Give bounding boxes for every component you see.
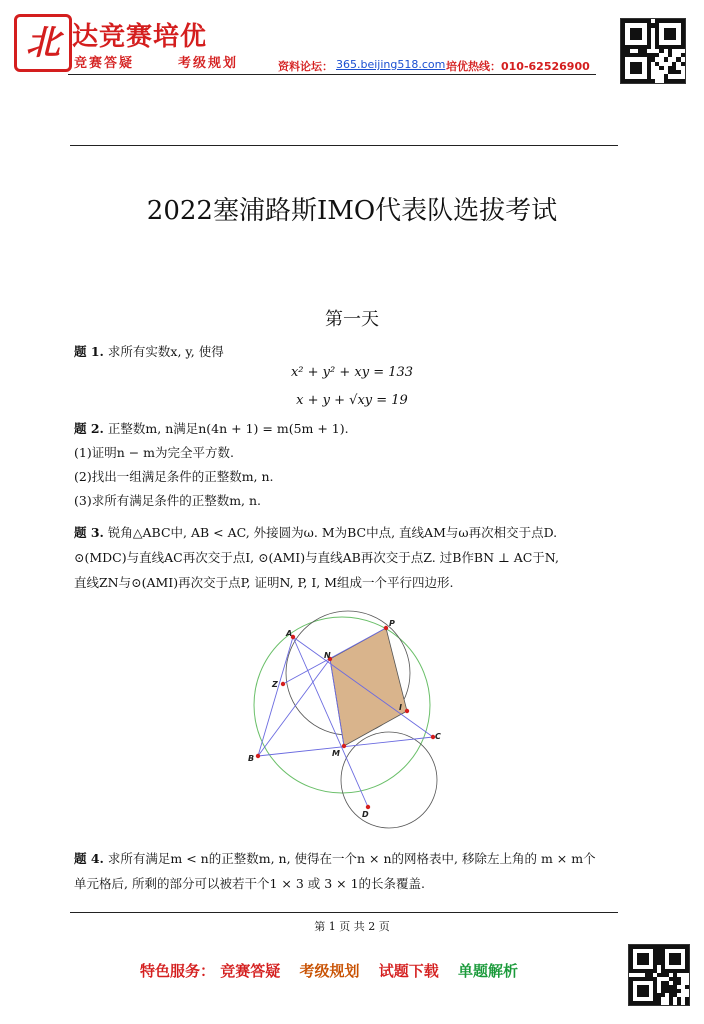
- problem-2: [74, 420, 349, 439]
- geometry-figure: [250, 615, 450, 820]
- problem-part: (1)证明n − m为完全平方数.: [74, 445, 235, 460]
- problem-part: (2)找出一组满足条件的正整数m, n.: [74, 469, 274, 484]
- problem-text: 求所有实数x, y, 使得: [107, 344, 224, 359]
- services-bar: [140, 960, 518, 981]
- problem-1: [74, 343, 224, 362]
- slogan-answer: 竞赛答疑: [74, 56, 135, 71]
- problem-text: 锐角△ABC中, AB < AC, 外接圆为ω. M为BC中点, 直线AM与ω再次相交于点D.: [107, 525, 558, 540]
- qr-code-icon: [628, 944, 690, 1006]
- point-label: C: [435, 732, 441, 741]
- forum-label: 资料论坛：: [278, 60, 333, 73]
- problem-4: [74, 850, 596, 869]
- problem-label: 题 3.: [74, 525, 104, 540]
- point-label: I: [399, 703, 402, 712]
- forum-link[interactable]: 365.beijing518.com: [336, 58, 446, 71]
- point-label: P: [389, 619, 395, 628]
- point-label: M: [332, 749, 340, 758]
- problem-3: [74, 524, 557, 543]
- circle-mdc: [341, 732, 437, 828]
- services-label: 特色服务：: [140, 962, 216, 980]
- problem-text: 直线ZN与⊙(AMI)再次交于点P, 证明N, P, I, M组成一个平行四边形.: [74, 575, 454, 590]
- hotline: 培优热线：010-62526900: [446, 60, 590, 73]
- service-item[interactable]: 竞赛答疑: [220, 962, 281, 980]
- slogan-plan: 考级规划: [178, 56, 239, 71]
- header-divider: [68, 74, 596, 75]
- problem-label: 题 1.: [74, 344, 104, 359]
- line-bn: [258, 659, 330, 756]
- page-title: 2022塞浦路斯IMO代表队选拔考试: [146, 196, 558, 226]
- line-ab: [258, 637, 293, 756]
- problem-part: (3)求所有满足条件的正整数m, n.: [74, 493, 262, 508]
- page-number: 第 1 页 共 2 页: [314, 920, 390, 933]
- problem-label: 题 4.: [74, 851, 104, 866]
- problem-text: ⊙(MDC)与直线AC再次交于点I, ⊙(AMI)与直线AB再次交于点Z. 过B作BN ⊥ AC于N,: [74, 550, 559, 565]
- logo-mark: 北: [26, 23, 60, 63]
- problem-text: 单元格后, 所剩的部分可以被若干个1 × 3 或 3 × 1的长条覆盖.: [74, 876, 426, 891]
- service-item[interactable]: 单题解析: [458, 962, 519, 980]
- point-label: A: [286, 629, 293, 638]
- service-item[interactable]: 试题下载: [378, 962, 439, 980]
- problem-text: 正整数m, n满足n(4n + 1) = m(5m + 1).: [107, 421, 349, 436]
- equation: x² + y² + xy = 133: [290, 365, 414, 380]
- top-rule: [70, 145, 618, 146]
- problem-label: 题 2.: [74, 421, 104, 436]
- point-label: Z: [272, 680, 278, 689]
- point-label: B: [248, 754, 255, 763]
- brand-name: 达竞赛培优: [72, 22, 208, 52]
- equation: x + y + √xy = 19: [296, 393, 408, 408]
- bottom-rule: [70, 912, 618, 913]
- qr-code-icon: [620, 18, 686, 84]
- day-heading: 第一天: [325, 309, 379, 330]
- point-label: N: [324, 651, 331, 660]
- service-item[interactable]: 考级规划: [299, 962, 360, 980]
- logo: [14, 14, 72, 72]
- point-label: D: [362, 810, 369, 819]
- problem-text: 求所有满足m < n的正整数m, n, 使得在一个n × n的网格表中, 移除左上角的 m × m个: [107, 851, 596, 866]
